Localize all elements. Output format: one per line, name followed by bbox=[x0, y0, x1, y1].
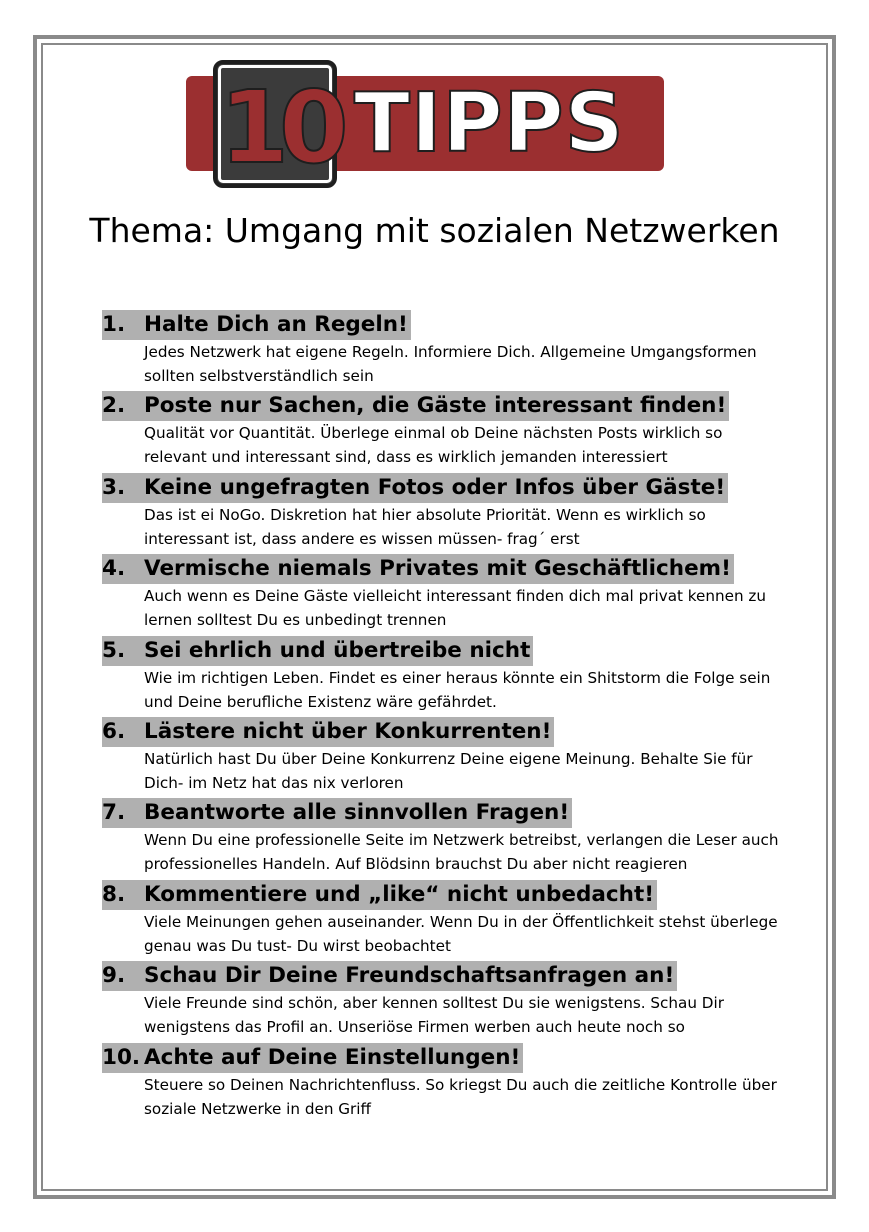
logo-number-box bbox=[213, 60, 337, 188]
tip-heading-text: Sei ehrlich und übertreibe nicht bbox=[144, 637, 531, 663]
tip-heading-text: Schau Dir Deine Freundschaftsanfragen an! bbox=[144, 963, 675, 989]
tip-item bbox=[102, 310, 782, 391]
tip-heading bbox=[102, 961, 677, 991]
tip-heading-text: Vermische niemals Privates mit Geschäftlichem! bbox=[144, 556, 731, 582]
tip-heading-text: Achte auf Deine Einstellungen! bbox=[144, 1044, 521, 1070]
tip-item bbox=[102, 391, 782, 472]
tip-number: 4. bbox=[102, 556, 126, 582]
tip-description: Wie im richtigen Leben. Findet es einer heraus könnte ein Shitstorm die Folge sein und Deine berufliche Existenz wäre gefährdet. bbox=[144, 668, 771, 711]
tip-heading bbox=[102, 636, 533, 666]
tip-number: 5. bbox=[102, 637, 126, 663]
tip-number: 3. bbox=[102, 474, 126, 500]
tips-list bbox=[102, 310, 782, 1124]
tip-description: Viele Freunde sind schön, aber kennen solltest Du sie wenigstens. Schau Dir wenigstens das Profil an. Unseriöse Firmen werben auch heute noch so bbox=[144, 994, 724, 1037]
tip-description: Auch wenn es Deine Gäste vielleicht interessant finden dich mal privat kennen zu lernen solltest Du es unbedingt trennen bbox=[144, 587, 767, 630]
tip-number: 2. bbox=[102, 393, 126, 419]
tip-item bbox=[102, 717, 782, 798]
tip-heading-text: Halte Dich an Regeln! bbox=[144, 312, 408, 337]
tip-item bbox=[102, 636, 782, 717]
tip-heading bbox=[102, 310, 411, 340]
tip-heading bbox=[102, 554, 734, 584]
tip-description: Natürlich hast Du über Deine Konkurrenz Deine eigene Meinung. Behalte Sie für Dich- im Netz hat das nix verloren bbox=[144, 749, 753, 792]
tip-heading-text: Poste nur Sachen, die Gäste interessant finden! bbox=[144, 393, 727, 419]
tip-number: 1. bbox=[102, 312, 126, 337]
logo bbox=[186, 60, 664, 188]
tip-heading bbox=[102, 717, 554, 747]
tip-number: 9. bbox=[102, 963, 126, 989]
tip-description: Viele Meinungen gehen auseinander. Wenn Du in der Öffentlichkeit stehst überlege genau was Du tust- Du wirst beobachtet bbox=[144, 912, 778, 955]
tip-item bbox=[102, 961, 782, 1042]
tip-item bbox=[102, 880, 782, 961]
tip-heading bbox=[102, 880, 657, 910]
tip-description: Wenn Du eine professionelle Seite im Netzwerk betreibst, verlangen die Leser auch professionelles Handeln. Auf Blödsinn brauchst Du aber nicht reagieren bbox=[144, 831, 779, 874]
tip-heading bbox=[102, 1043, 523, 1073]
tip-heading-text: Kommentiere und „like“ nicht unbedacht! bbox=[144, 881, 655, 907]
tip-heading-text: Lästere nicht über Konkurrenten! bbox=[144, 718, 552, 744]
tip-description: Das ist ei NoGo. Diskretion hat hier absolute Priorität. Wenn es wirklich so interessant ist, dass andere es wissen müssen- frag´ erst bbox=[144, 505, 706, 548]
logo-number: 10 bbox=[219, 69, 339, 186]
tip-heading bbox=[102, 798, 572, 828]
tip-item bbox=[102, 473, 782, 554]
tip-number: 6. bbox=[102, 718, 126, 744]
tip-item bbox=[102, 798, 782, 879]
tip-heading bbox=[102, 473, 728, 503]
tip-heading-text: Beantworte alle sinnvollen Fragen! bbox=[144, 800, 570, 826]
tip-heading bbox=[102, 391, 729, 421]
tip-description: Steuere so Deinen Nachrichtenfluss. So kriegst Du auch die zeitliche Kontrolle über soziale Netzwerke in den Griff bbox=[144, 1075, 777, 1118]
tip-number: 7. bbox=[102, 800, 126, 826]
tip-number: 10. bbox=[102, 1044, 141, 1070]
tip-item bbox=[102, 1043, 782, 1124]
tip-heading-text: Keine ungefragten Fotos oder Infos über Gäste! bbox=[144, 474, 726, 500]
tip-description: Jedes Netzwerk hat eigene Regeln. Informiere Dich. Allgemeine Umgangsformen sollten selbstverständlich sein bbox=[144, 343, 757, 385]
page-title: Thema: Umgang mit sozialen Netzwerken bbox=[89, 211, 780, 250]
tip-item bbox=[102, 554, 782, 635]
tip-number: 8. bbox=[102, 881, 126, 907]
logo-word: TIPPS bbox=[354, 75, 625, 171]
tip-description: Qualität vor Quantität. Überlege einmal ob Deine nächsten Posts wirklich so relevant und interessant sind, dass es wirklich jemanden interessiert bbox=[144, 424, 723, 467]
